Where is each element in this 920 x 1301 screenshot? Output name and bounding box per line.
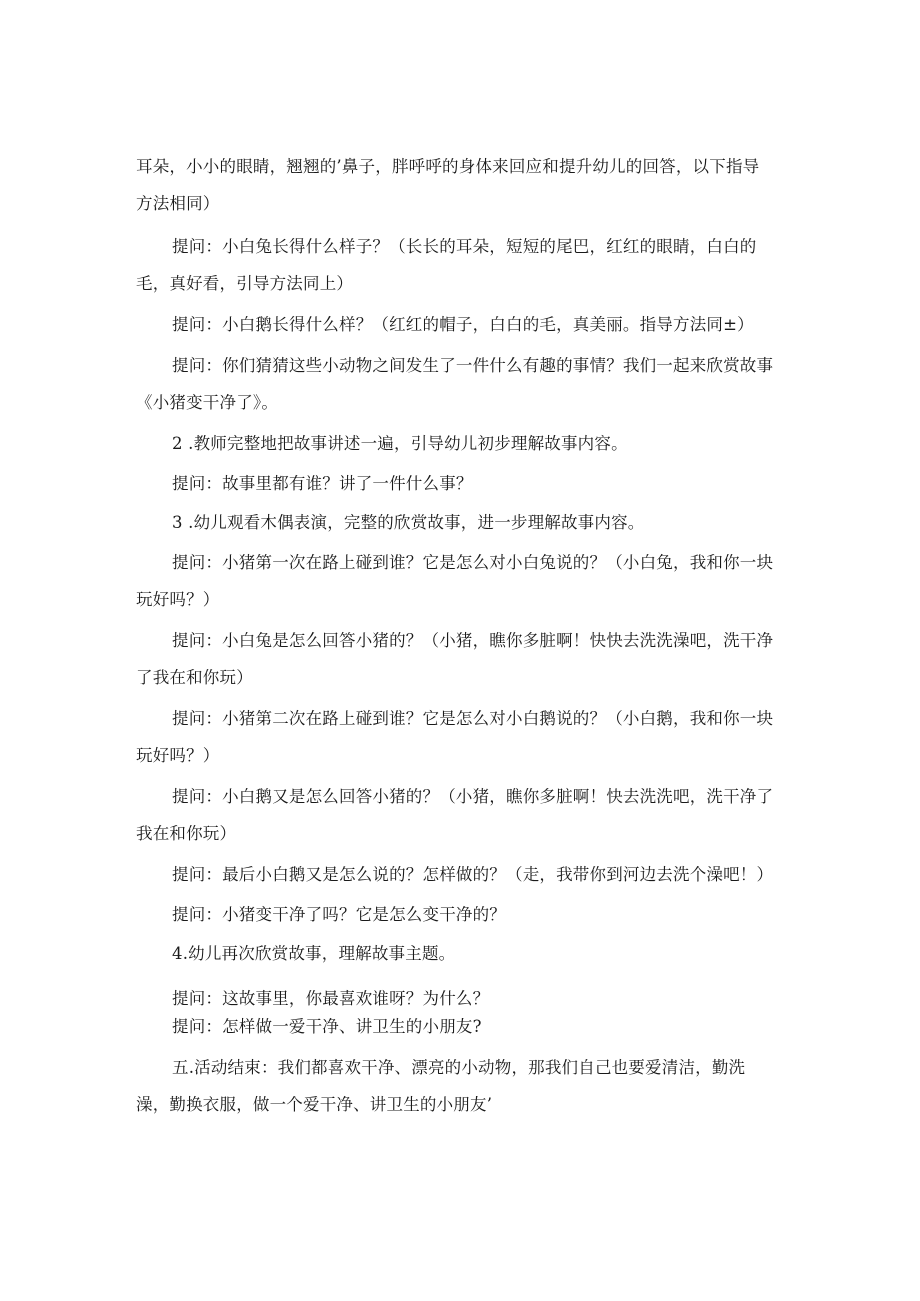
text-line: 提问：小白兔是怎么回答小猪的？（小猪，瞧你多脏啊！快快去洗洗澡吧，洗干净 [172, 631, 774, 650]
list-item: 4.幼儿再次欣赏故事，理解故事主题。 [172, 944, 456, 963]
text-line: 方法相同） [136, 194, 220, 213]
text-line: 了我在和你玩） [136, 668, 253, 687]
text-line: 耳朵，小小的眼睛，翘翘的’鼻子，胖呼呼的身体来回应和提升幼儿的回答，以下指导 [136, 157, 760, 176]
text-line: 澡，勤换衣服，做一个爱干净、讲卫生的小朋友’ [136, 1095, 493, 1114]
text-line: 提问：你们猜猜这些小动物之间发生了一件什么有趣的事情？我们一起来欣赏故事 [172, 356, 774, 375]
text-line: 提问：这故事里，你最喜欢谁呀？为什么？ [172, 989, 490, 1008]
text-line: 提问：小白兔长得什么样子？（长长的耳朵，短短的尾巴，红红的眼睛，白白的 [172, 237, 757, 256]
list-item: 2 .教师完整地把故事讲述一遍，引导幼儿初步理解故事内容。 [172, 434, 628, 453]
text-line: 提问：小猪变干净了吗？它是怎么变干净的？ [172, 905, 506, 924]
text-line: 提问：小猪第一次在路上碰到谁？它是怎么对小白兔说的？（小白兔，我和你一块 [172, 553, 774, 572]
text-line: 玩好吗？） [136, 590, 220, 609]
section-heading: 五.活动结束：我们都喜欢干净、漂亮的小动物，那我们自己也要爱清洁，勤洗 [172, 1058, 746, 1077]
text-line: 我在和你玩） [136, 824, 237, 843]
text-line: 提问：小白鹅长得什么样？（红红的帽子，白白的毛，真美丽。指导方法同±） [172, 315, 754, 334]
text-line: 提问：怎样做一爱干净、讲卫生的小朋友? [172, 1017, 482, 1036]
text-line: 《小猪变干净了》。 [136, 393, 279, 412]
text-line: 提问：小猪第二次在路上碰到谁？它是怎么对小白鹅说的？（小白鹅，我和你一块 [172, 709, 774, 728]
list-item: 3 .幼儿观看木偶表演，完整的欣赏故事，进一步理解故事内容。 [172, 513, 645, 532]
text-line: 提问：故事里都有谁？讲了一件什么事？ [172, 474, 473, 493]
text-line: 提问：小白鹅又是怎么回答小猪的？（小猪，瞧你多脏啊！快去洗洗吧，洗干净了 [172, 787, 774, 806]
text-line: 玩好吗？） [136, 746, 220, 765]
text-line: 提问：最后小白鹅又是怎么说的？怎样做的？（走，我带你到河边去洗个澡吧！） [172, 865, 774, 884]
text-line: 毛，真好看，引导方法同上） [136, 274, 354, 293]
